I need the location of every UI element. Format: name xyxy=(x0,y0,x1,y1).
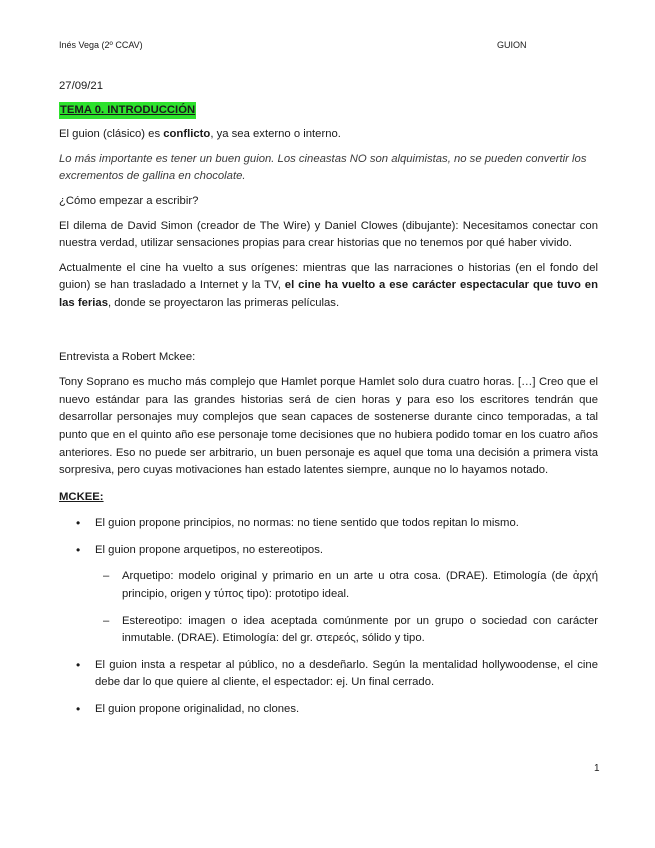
list-item-text: • El guion propone principios, no normas: no tiene sentido que todos repitan lo mismo. xyxy=(95,517,519,530)
interview-title: Entrevista a Robert Mckee: xyxy=(59,350,196,363)
list-item-text: • El guion propone arquetipos, no estereotipos. xyxy=(95,543,323,556)
header-subject: GUION xyxy=(497,40,527,50)
text: , donde se proyectaron las primeras películas. xyxy=(108,296,340,309)
sub-list-item xyxy=(95,613,598,648)
quote-paragraph: Lo más importante es tener un buen guion. Los cineastas NO son alquimistas, no se pueden convertir los excrementos de gallina en chocolate. xyxy=(59,152,587,183)
text: Actualmente el cine ha vuelto a sus orígenes: mientras que las narraciones o historias (en el fondo del guion) se han trasladado a Internet y la TV, xyxy=(59,261,598,292)
question-paragraph: ¿Cómo empezar a escribir? xyxy=(59,194,199,207)
list-item xyxy=(59,515,598,533)
list-item xyxy=(59,701,598,719)
sub-list-item xyxy=(95,568,598,603)
bullet-list xyxy=(59,515,598,718)
sub-list xyxy=(95,568,598,647)
bold-text: el cine ha vuelto a ese carácter espectacular que tuvo en las ferias xyxy=(59,279,598,309)
section-heading: TEMA 0. INTRODUCCIÓN xyxy=(59,102,196,120)
paragraph-dilema: El dilema de David Simon (creador de The Wire) y Daniel Clowes (dibujante): Necesitamos conectar con nuestra verdad, utilizar sensaciones propias para crear historias que no tenemos por qué haber vivido. xyxy=(59,219,598,250)
list-item-text: • El guion insta a respetar al público, no a desdeñarlo. Según la mentalidad hollywoodense, el cine debe dar lo que quiere al cliente, el espectador: ej. Un final cerrado. xyxy=(95,658,598,689)
bold-text: conflicto xyxy=(163,128,211,141)
date: 27/09/21 xyxy=(59,80,103,92)
page-number: 1 xyxy=(594,763,600,774)
paragraph-origins xyxy=(59,260,598,313)
list-item xyxy=(59,657,598,692)
paragraph-conflict xyxy=(59,126,598,144)
text: El guion (clásico) es xyxy=(59,128,164,141)
heading-line xyxy=(59,102,598,120)
text: , ya sea externo o interno. xyxy=(210,128,341,141)
document-body xyxy=(59,78,598,728)
sub-list-item-text: – Estereotipo: imagen o idea aceptada comúnmente por un grupo o sociedad con carácter inmutable. (DRAE). Etimología: del gr. στερεός, sólido y tipo. xyxy=(122,614,598,645)
list-item-text: • El guion propone originalidad, no clones. xyxy=(95,703,300,716)
list-item xyxy=(59,542,598,648)
mckee-title: MCKEE: xyxy=(59,490,104,503)
interview-paragraph: Tony Soprano es mucho más complejo que Hamlet porque Hamlet solo dura cuatro horas. […] Creo que el nuevo estándar para las grandes historias será de cien horas y para eso los escritores tendrán que desarrollar personajes muy complejos que sean capaces de sostenerse durante cinco temporadas, a tal punto que en el quinto año ese personaje tome decisiones que no hubiera podido tomar en los cuatro años anteriores. Eso no puede ser arbitrario, un buen personaje es aquel que toma una decisión a primera vista sorpresiva, pero cuyas motivaciones han estado latentes siempre, aunque no lo hayamos notado. xyxy=(59,376,598,477)
header-author: Inés Vega (2º CCAV) xyxy=(59,40,143,50)
sub-list-item-text: – Arquetipo: modelo original y primario en un arte u otra cosa. (DRAE). Etimología (de ἀρχή principio, origen y τύπος tipo): prototipo ideal. xyxy=(122,570,598,601)
